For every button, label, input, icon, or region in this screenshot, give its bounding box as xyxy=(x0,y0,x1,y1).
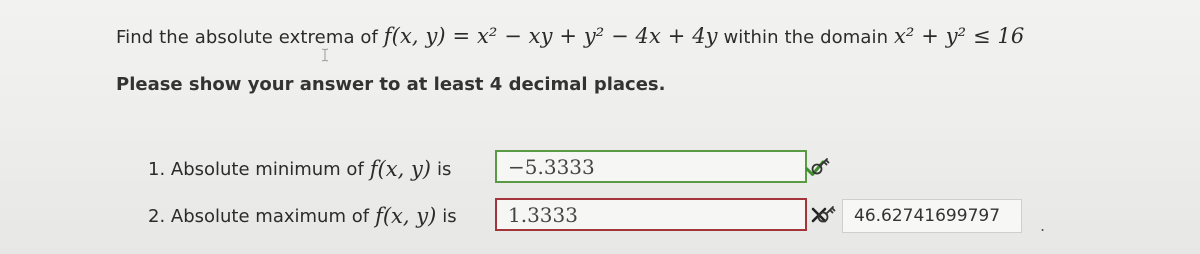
key-icon[interactable] xyxy=(814,203,838,227)
minimum-answer-input[interactable]: −5.3333 xyxy=(495,150,807,183)
text-cursor-icon xyxy=(320,48,330,62)
question-1 xyxy=(148,151,451,187)
maximum-answer-input[interactable]: 1.3333 xyxy=(495,198,807,231)
trailing-period: . xyxy=(1040,216,1046,235)
question-1-prefix: 1. Absolute minimum of xyxy=(148,158,364,180)
question-2-function: f(x, y) xyxy=(375,204,437,228)
question-2-prefix: 2. Absolute maximum of xyxy=(148,205,370,227)
problem-within: within the domain xyxy=(723,27,889,48)
question-2-suffix: is xyxy=(442,205,457,227)
domain-expression: x² + y² ≤ 16 xyxy=(893,24,1025,48)
question-1-function: f(x, y) xyxy=(369,157,431,181)
question-1-suffix: is xyxy=(437,158,452,180)
correct-answer-box: 46.62741699797 xyxy=(842,199,1022,233)
question-2 xyxy=(148,198,457,234)
key-icon[interactable] xyxy=(808,155,832,179)
problem-statement xyxy=(116,24,1024,48)
problem-intro: Find the absolute extrema of xyxy=(116,27,378,48)
instruction-text: Please show your answer to at least 4 decimal places. xyxy=(116,74,666,95)
function-expression: f(x, y) = x² − xy + y² − 4x + 4y xyxy=(383,24,718,48)
